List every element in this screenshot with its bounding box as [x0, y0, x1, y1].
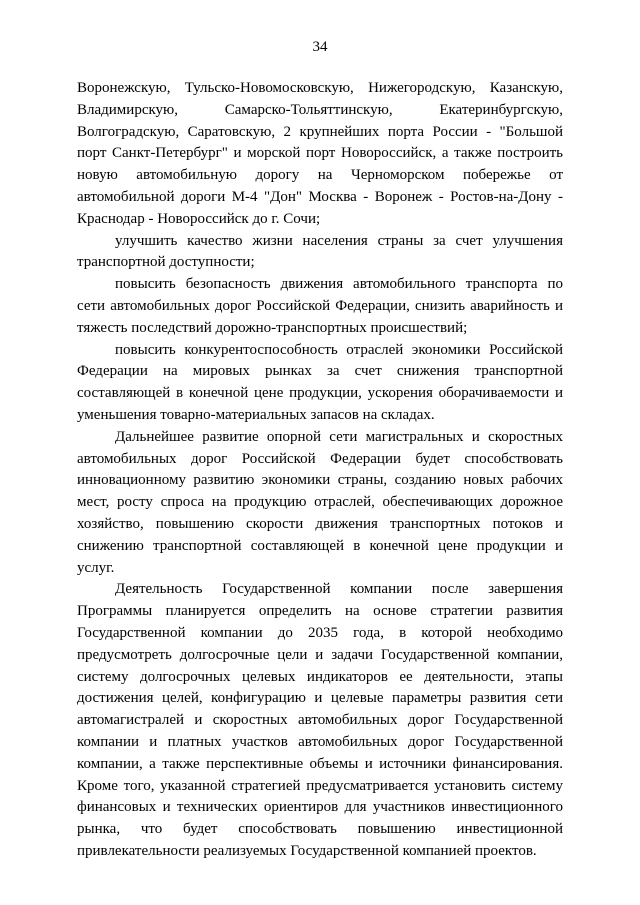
paragraph-company-strategy: Деятельность Государственной компании после завершения Программы планируется определить на основе стратегии развития Государственной компании до 2035 года, в которой необходимо предусмотреть долгосрочные цели и задачи Государственной компании, систему долгосрочных целевых индикаторов ее деятельности, этапы достижения целей, конфигурацию и целевые параметры развития сети автомагистралей и скоростных автомобильных дорог Государственной компании и платных участков автомобильных дорог Государственной компании, а также перспективные объемы и источники финансирования. Кроме того, указанной стратегией предусматривается установить систему финансовых и технических ориентиров для участников инвестиционного рынка, что будет способствовать повышению инвестиционной привлекательности реализуемых Государственной компанией проектов. — [77, 581, 563, 859]
paragraph-goal-competitiveness: повысить конкурентоспособность отраслей экономики Российской Федерации на мировых рынках за счет снижения транспортной составляющей в конечной цене продукции, ускорения оборачиваемости и уменьшения товарно-материальных запасов на складах. — [77, 341, 563, 423]
paragraph-continuation: Воронежскую, Тульско-Новомосковскую, Нижегородскую, Казанскую, Владимирскую, Самарско-Тольяттинскую, Екатеринбургскую, Волгоградскую, Саратовскую, 2 крупнейших порта России - "Большой порт Санкт-Петербург" и морской порт Новороссийск, а также построить новую автомобильную дорогу на Черноморском побережье от автомобильной дороги М-4 "Дон" Москва - Воронеж - Ростов-на-Дону - Краснодар - Новороссийск до г. Сочи; — [77, 80, 563, 227]
paragraph-network-development: Дальнейшее развитие опорной сети магистральных и скоростных автомобильных дорог Российской Федерации будет способствовать инновационному развитию экономики страны, созданию новых рабочих мест, росту спроса на продукцию отраслей, обеспечивающих дорожное хозяйство, повышению скорости движения транспортных потоков и снижению транспортной составляющей в конечной цене продукции и услуг. — [77, 428, 563, 576]
paragraph-goal-quality-of-life: улучшить качество жизни населения страны за счет улучшения транспортной доступности; — [77, 232, 563, 271]
paragraph-goal-road-safety: повысить безопасность движения автомобильного транспорта по сети автомобильных дорог Российской Федерации, снизить аварийность и тяжесть последствий дорожно-транспортных происшествий; — [77, 276, 563, 336]
page-number: 34 — [312, 39, 328, 55]
body-text — [77, 78, 563, 863]
